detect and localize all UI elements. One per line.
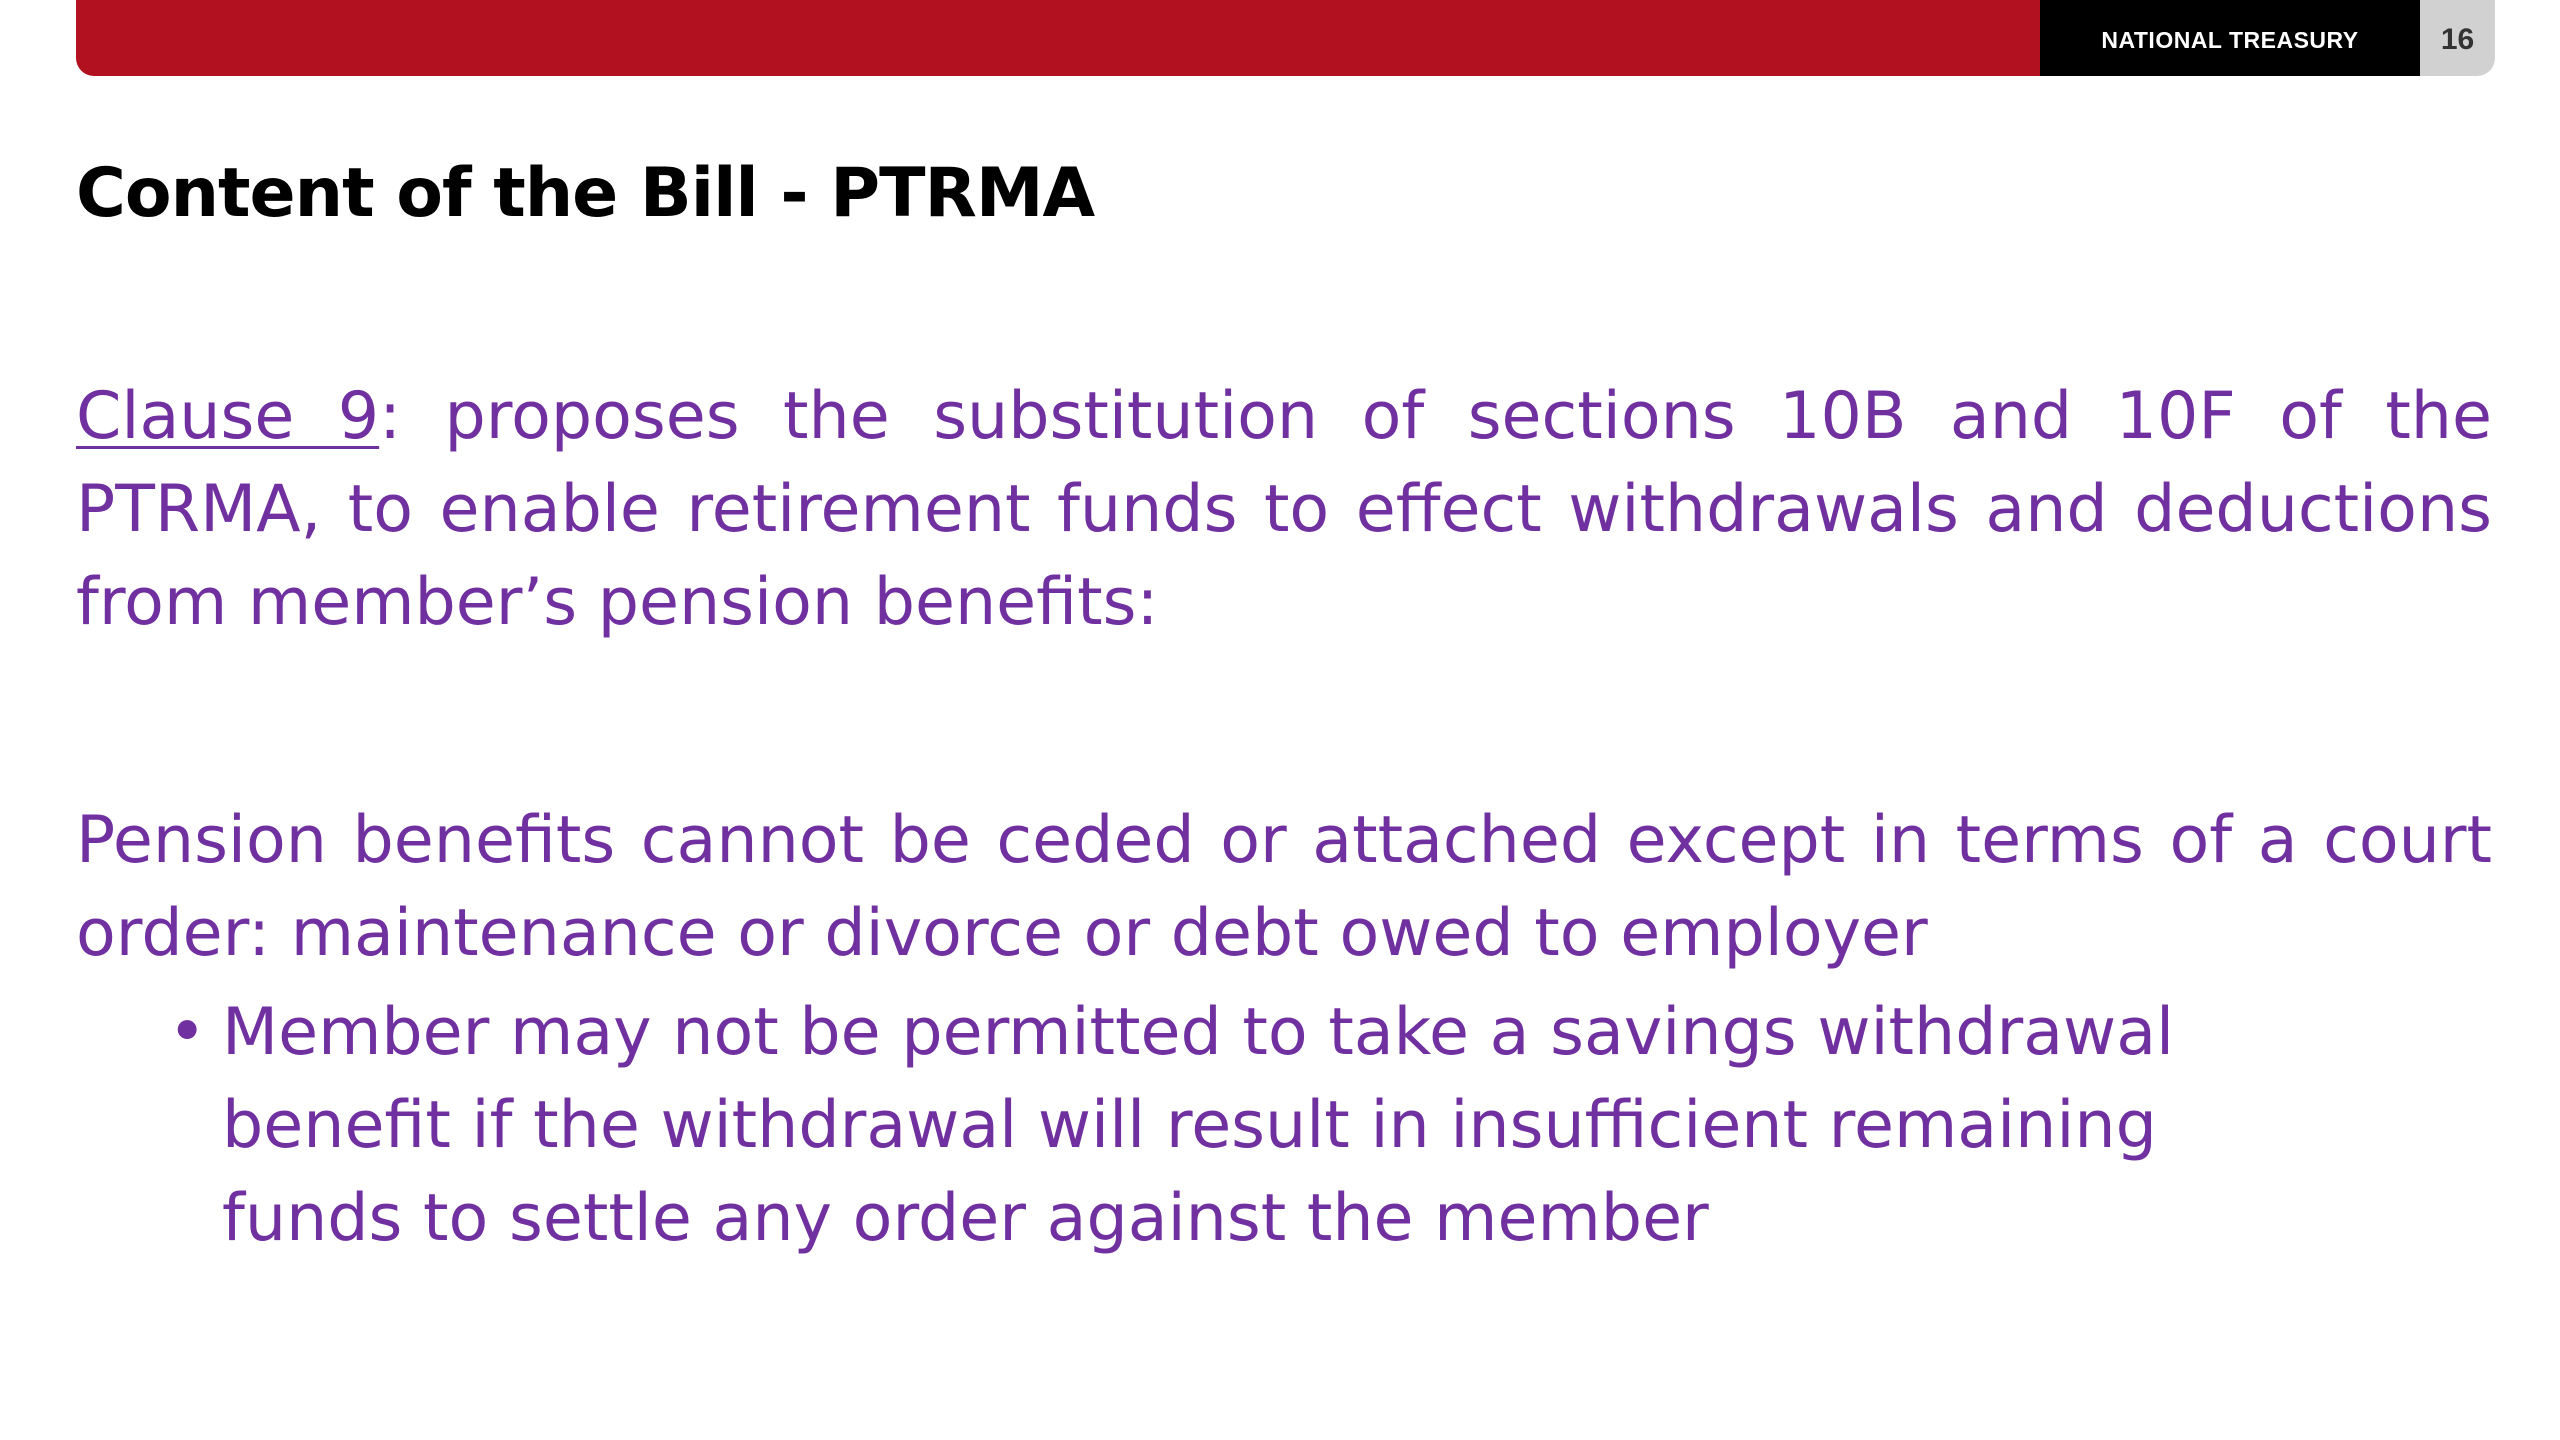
bullet-list [76, 986, 2256, 1265]
slide-title: Content of the Bill - PTRMA [76, 154, 1095, 233]
bullet-text: Member may not be permitted to take a savings withdrawal benefit if the withdrawal will result in insufficient remaining funds to settle any order against the member [222, 995, 2175, 1256]
clause-label: Clause 9 [76, 379, 380, 454]
brand-label: NATIONAL TREASURY [2040, 0, 2420, 76]
bullet-marker: • [168, 995, 207, 1070]
page-number: 16 [2420, 0, 2495, 76]
header-accent-bar [76, 0, 2040, 76]
slide-body [76, 370, 2492, 1265]
list-item [168, 986, 2256, 1265]
clause-text: : proposes the substitution of sections 10B and 10F of the PTRMA, to enable retirement funds to effect withdrawals and deductions from member’s pension benefits: [76, 379, 2492, 640]
clause-paragraph [76, 370, 2492, 649]
pension-paragraph: Pension benefits cannot be ceded or attached except in terms of a court order: maintenance or divorce or debt owed to employer [76, 803, 2492, 971]
header-bar [76, 0, 2495, 76]
